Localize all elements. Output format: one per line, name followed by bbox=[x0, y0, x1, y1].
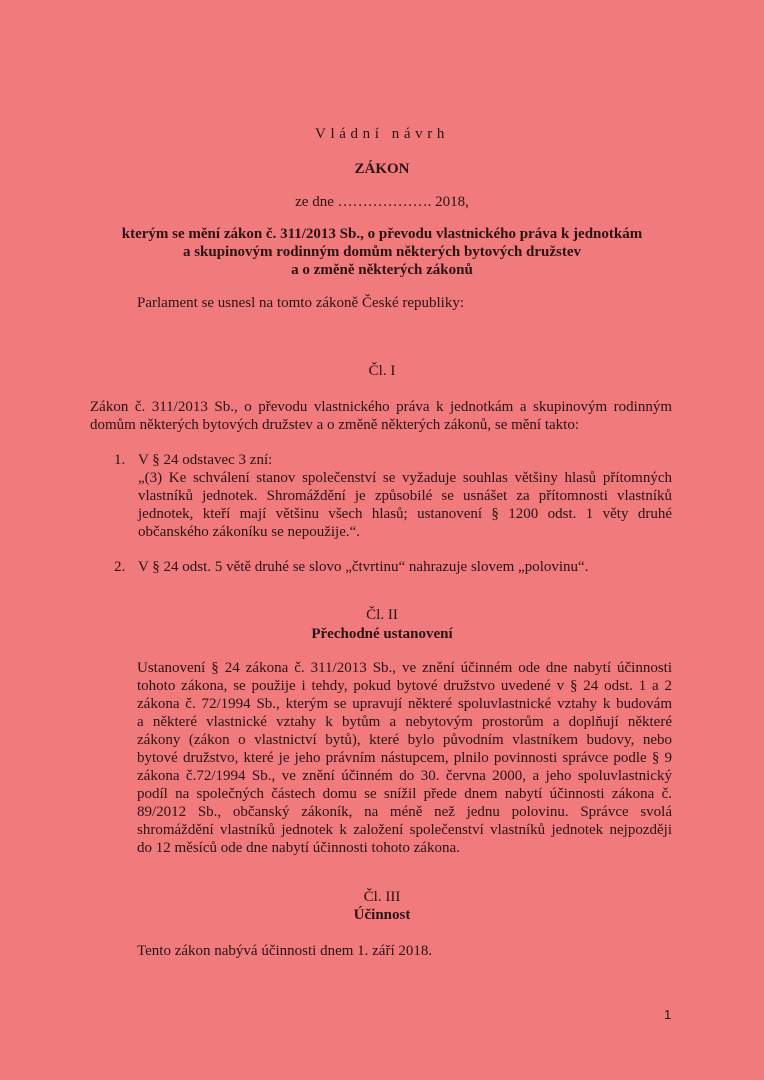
subtitle-line: a skupinovým rodinným domům některých bytových družstev bbox=[182, 244, 582, 260]
page-number: 1 bbox=[664, 1007, 672, 1022]
article2-body-line: bytové družstvo, které je jeho právním nástupcem, plnilo povinnosti správce podle § 9 bbox=[137, 750, 672, 766]
article3-heading: Čl. III bbox=[363, 889, 401, 905]
draft-label: Vládní návrh bbox=[315, 126, 449, 142]
subtitle-line: kterým se mění zákon č. 311/2013 Sb., o převodu vlastnického práva k jednotkám bbox=[121, 226, 643, 242]
item1-number: 1. bbox=[114, 452, 126, 468]
article2-body-line: a některé vlastnické vztahy k bytům a nebytovým prostorům a doplňují některé bbox=[137, 714, 672, 730]
law-title: ZÁKON bbox=[354, 161, 410, 177]
article2-heading: Čl. II bbox=[366, 607, 398, 623]
article2-body-line: tohoto zákona, se použije i tehdy, pokud bytové družstvo uvedené v § 24 odst. 1 a 2 bbox=[137, 678, 672, 694]
subtitle-line: a o změně některých zákonů bbox=[291, 262, 473, 278]
item1-quote-line: „(3) Ke schválení stanov společenství se vyžaduje souhlas většiny hlasů přítomných bbox=[138, 470, 672, 486]
preamble: Parlament se usnesl na tomto zákoně České republiky: bbox=[137, 295, 465, 311]
date-line: ze dne ………………. 2018, bbox=[295, 194, 469, 210]
article2-body-line: 89/2012 Sb., občanský zákoník, na méně než jednu polovinu. Správce svolá bbox=[137, 804, 672, 820]
item1-quote-line: vlastníků jednotek. Shromáždění je způsobilé se usnášet za přítomnosti vlastníků bbox=[138, 488, 672, 504]
item1-intro: V § 24 odstavec 3 zní: bbox=[138, 452, 273, 468]
article3-subheading: Účinnost bbox=[353, 907, 411, 923]
article2-body-line: zákony (zákon o vlastnictví bytů), které bylo původním vlastníkem budovy, nebo bbox=[137, 732, 672, 748]
article1-intro-line: domům některých bytových družstev a o změně některých zákonů, se mění takto: bbox=[90, 417, 580, 433]
article1-intro bbox=[90, 398, 672, 434]
item1-quote-line: jednotek, kteří mají většinu všech hlasů; ustanovení § 1200 odst. 1 věty druhé bbox=[138, 506, 672, 522]
article1-intro-line: Zákon č. 311/2013 Sb., o převodu vlastnického práva k jednotkám a skupinovým rodinným bbox=[90, 399, 672, 415]
item2-text: V § 24 odst. 5 větě druhé se slovo „čtvrtinu“ nahrazuje slovem „polovinu“. bbox=[138, 559, 589, 575]
article2-body-line: zákona č.72/1994 Sb., ve znění účinném do 30. června 2000, a jeho spoluvlastnický bbox=[137, 768, 672, 784]
article2-subheading: Přechodné ustanovení bbox=[311, 626, 453, 642]
article2-body-line: Ustanovení § 24 zákona č. 311/2013 Sb., ve znění účinném ode dne nabytí účinnosti bbox=[137, 660, 672, 676]
article3-body: Tento zákon nabývá účinnosti dnem 1. září 2018. bbox=[137, 943, 433, 959]
article2-body-line: zákona č. 72/1994 Sb., kterým se upravují některé spoluvlastnické vztahy k budovám bbox=[137, 696, 672, 712]
item1-quote-line: občanského zákoníku se nepoužije.“. bbox=[138, 524, 361, 540]
law-subtitle bbox=[0, 225, 764, 279]
article2-body-line: shromáždění vlastníků jednotek k založení společenství vlastníků jednotek nejpozději bbox=[137, 822, 672, 838]
item1-quote bbox=[138, 469, 672, 541]
article2-body-line: do 12 měsíců ode dne nabytí účinnosti tohoto zákona. bbox=[137, 840, 460, 856]
article2-body-line: podíl na společných částech domu se snížil přede dnem nabytí účinnosti zákona č. bbox=[137, 786, 672, 802]
item2-number: 2. bbox=[114, 559, 126, 575]
article1-heading: Čl. I bbox=[368, 363, 396, 379]
article2-body bbox=[137, 659, 672, 857]
